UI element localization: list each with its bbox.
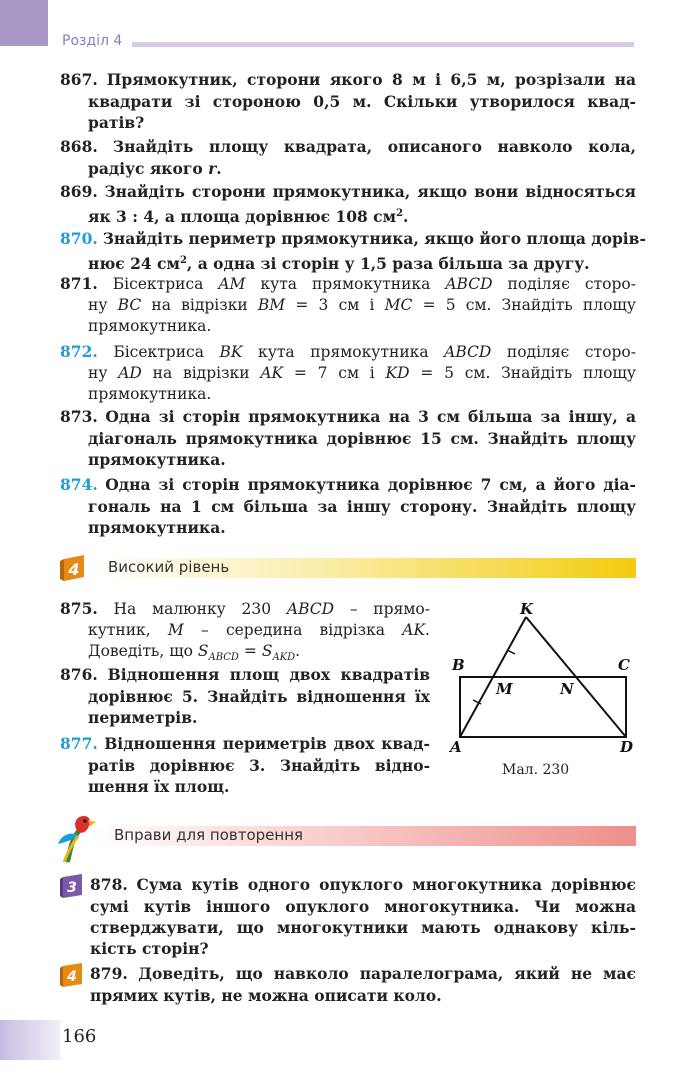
svg-text:3: 3 [67, 880, 77, 896]
problem-873: 873. Одна зі сторін прямокутника на 3 см більша за іншу, а діагональ прямокутника дорівнює 15 см. Знайдіть площу прямокутника. [60, 407, 636, 469]
problem-876: 876. Відношення площ двох квадратів дорівнює 5. Знайдіть відношення їх периметрів. [60, 665, 430, 727]
review-banner [60, 822, 636, 848]
problem-869: 869. Знайдіть сторони прямокутника, якщо вони відносяться як 3 : 4, а площа дорівнює 108 $см^2$. [60, 182, 636, 227]
label-b: B [452, 656, 465, 674]
level-banner [60, 555, 636, 581]
label-m: M [496, 680, 513, 698]
problem-877: 877. Відношення периметрів двох квад- ратів дорівнює 3. Знайдіть відно- шення їх площ. [60, 734, 430, 796]
label-d: D [620, 738, 634, 756]
svg-text:4: 4 [67, 969, 77, 985]
badge-3-icon [60, 874, 84, 898]
label-c: C [618, 656, 630, 674]
problem-878: 878. Сума кутів одного опуклого многокутника дорівнює сумі кутів іншого опуклого многокутника. Чи можна стверджувати, що многокутники мають однакову кіль- кість сторін? [90, 875, 636, 958]
figure-caption: Мал. 230 [502, 762, 570, 778]
badge-4-icon [60, 963, 84, 987]
problem-879: 879. Доведіть, що навколо паралелограма, який не має прямих кутів, не можна описати коло. [90, 964, 636, 1005]
problem-number: 867. [60, 70, 98, 89]
review-title: Вправи для повторення [114, 826, 304, 844]
level-badge-icon [60, 555, 88, 581]
problem-871: 871. Бісектриса AM кута прямокутника ABCD поділяє сторо- ну BC на відрізки BM = 3 см і MC = 5 см. Знайдіть площу прямокутника. [60, 274, 636, 335]
problem-874: 874. Одна зі сторін прямокутника дорівнює 7 см, а його діа- гональ на 1 см більша за іншу сторону. Знайдіть площу прямокутника. [60, 475, 636, 537]
problem-870: 870. Знайдіть периметр прямокутника, якщо його площа дорів- нює 24 $см^2$, а одна зі сторін у 1,5 раза більша за другу. [60, 229, 646, 274]
page-tab [0, 1020, 60, 1060]
parrot-icon [58, 810, 100, 864]
problem-867: 867. Прямокутник, сторони якого 8 м і 6,5 м, розрізали на квадрати зі стороною 0,5 м. Скільки утворилося квад- ратів? [60, 70, 637, 132]
problem-868: 868. Знайдіть площу квадрата, описаного навколо кола, радіус якого r. [60, 137, 636, 178]
header-rule [132, 42, 634, 47]
section-label: Розділ 4 [62, 33, 123, 49]
label-a: A [450, 738, 462, 756]
label-n: N [560, 680, 574, 698]
problem-875: 875. На малюнку 230 ABCD – прямо- кутник, M – середина відрізка AK. Доведіть, що $S_{ABCD} = S_{AKD}$. [60, 599, 430, 664]
svg-text:4: 4 [68, 560, 80, 579]
problem-872: 872. Бісектриса BK кута прямокутника ABCD поділяє сторо- ну AD на відрізки AK = 7 см і KD = 5 см. Знайдіть площу прямокутника. [60, 342, 637, 403]
tick-2 [507, 650, 515, 654]
page-number: 166 [62, 1026, 97, 1047]
level-title: Високий рівень [108, 558, 230, 576]
label-k: K [520, 600, 534, 618]
corner-tab [0, 0, 48, 46]
